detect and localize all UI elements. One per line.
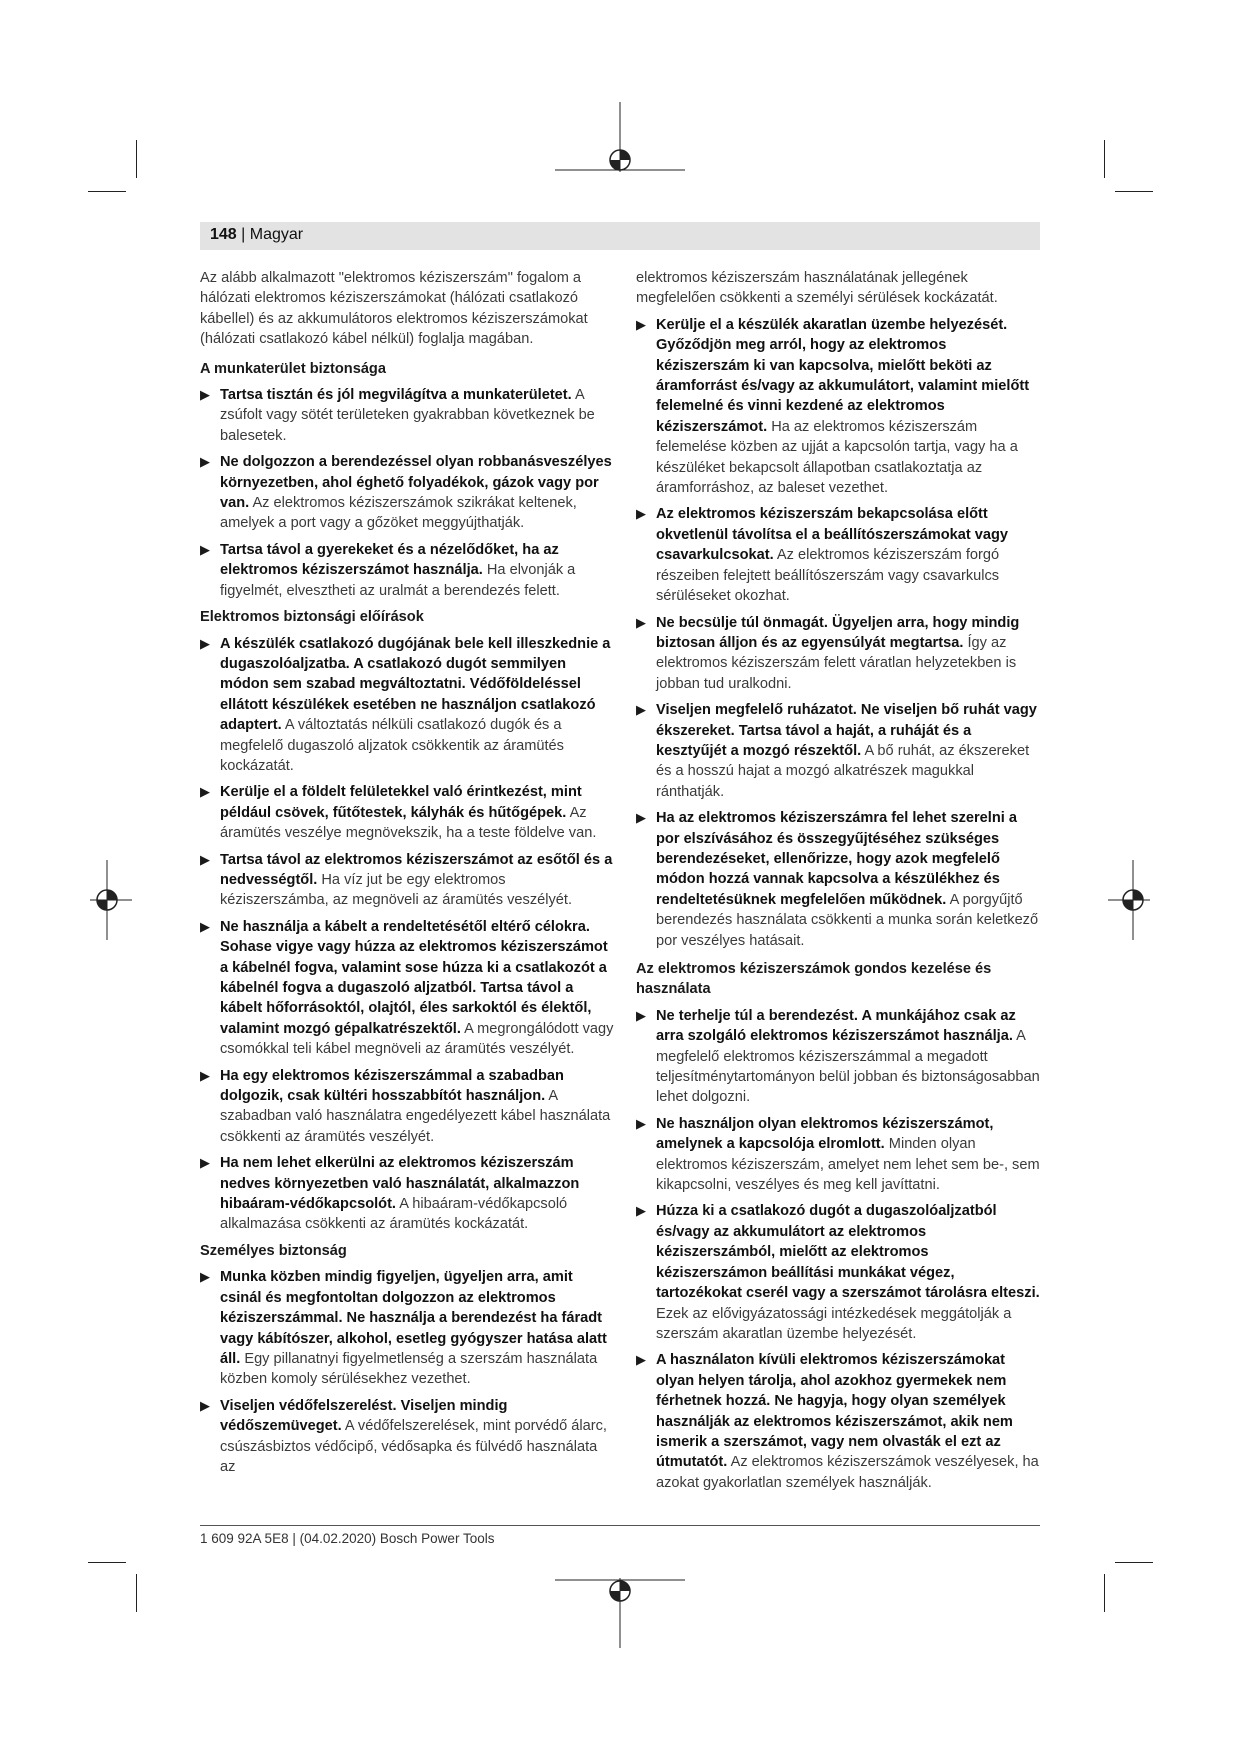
registration-mark-icon <box>555 102 685 182</box>
bullet-triangle-icon: ▶ <box>200 1397 210 1413</box>
item-emphasis: A használaton kívüli elektromos kéziszerszámokat olyan helyen tárolja, ahol azokhoz gyermekek nem férhetnek hozzá. Ne hagyja, hogy olyan személyek használják az elektromos kéziszerszámot, akik nem ismerik a szerszámot, vagy nem olvasták el ezt az útmutatót. <box>656 1352 1013 1471</box>
item-emphasis: Az elektromos kéziszerszám bekapcsolása előtt okvetlenül távolítsa el a beállítószerszámokat vagy csavarkulcsokat. <box>656 506 1009 564</box>
item-emphasis: Ne használjon olyan elektromos kéziszerszámot, amelynek a kapcsolója elromlott. <box>656 1115 994 1153</box>
list-item <box>636 1350 1043 1493</box>
item-text: A védőfelszerelések, mint porvédő álarc, csúszásbiztos védőcipő, védősapka és fülvédő használata az <box>220 1418 607 1475</box>
item-emphasis: Ne dolgozzon a berendezéssel olyan robbanásveszélyes környezetben, ahol éghető folyadékok, gázok vagy por van. <box>220 454 612 512</box>
language-label: Magyar <box>249 226 304 243</box>
bullet-triangle-icon: ▶ <box>200 454 210 470</box>
list-item <box>200 385 615 446</box>
list-item <box>200 634 615 777</box>
section-list <box>200 634 615 1235</box>
item-text: A zsúfolt vagy sötét területeken gyakrabban következnek be balesetek. <box>220 387 595 444</box>
item-emphasis: Húzza ki a csatlakozó dugót a dugaszolóaljzatból és/vagy az akkumulátort az elektromos kéziszerszámból, mielőtt az elektromos kéziszerszámon beállítási munkákat végez, tartozékokat cserél vagy a szerszámot tárolásra elteszi. <box>656 1203 1040 1302</box>
section-list <box>636 315 1043 951</box>
left-column <box>200 268 615 1483</box>
page-header <box>200 222 1040 250</box>
bullet-triangle-icon: ▶ <box>200 387 210 403</box>
bullet-triangle-icon: ▶ <box>636 316 646 332</box>
item-text: Az elektromos kéziszerszámok szikrákat keltenek, amelyek a port vagy a gőzöket meggyújthatják. <box>220 495 577 532</box>
registration-mark-icon <box>82 860 132 940</box>
bullet-triangle-icon: ▶ <box>636 702 646 718</box>
bullet-triangle-icon: ▶ <box>636 1007 646 1023</box>
bullet-triangle-icon: ▶ <box>636 614 646 630</box>
list-item <box>636 1201 1043 1344</box>
item-emphasis: Ha nem lehet elkerülni az elektromos kéziszerszám nedves környezetben való használatát, alkalmazzon hibaáram-védőkapcsolót. <box>220 1155 580 1213</box>
bullet-triangle-icon: ▶ <box>200 1269 210 1285</box>
list-item <box>200 452 615 534</box>
section-heading: Személyes biztonság <box>200 1242 347 1259</box>
registration-mark-icon <box>555 1578 685 1648</box>
list-item <box>200 1153 615 1235</box>
section-heading: A munkaterület biztonsága <box>200 360 386 377</box>
item-text: Az elektromos kéziszerszám forgó részeiben felejtett beállítószerszám vagy csavarkulcs sérüléseket okozhat. <box>656 547 1000 605</box>
item-text: A porgyűjtő berendezés használata csökkenti a munka során keletkező por veszélyes hatásait. <box>656 891 1039 949</box>
bullet-triangle-icon: ▶ <box>200 784 210 800</box>
item-emphasis: Viseljen védőfelszerelést. Viseljen mindig védőszemüveget. <box>220 1397 508 1435</box>
item-text: Egy pillanatnyi figyelmetlenség a szerszám használata közben komoly sérülésekhez vezethet. <box>220 1350 598 1388</box>
item-text: Az elektromos kéziszerszámok veszélyesek, ha azokat gyakorlatlan személyek használják. <box>656 1454 1039 1491</box>
bullet-triangle-icon: ▶ <box>200 635 210 651</box>
bullet-triangle-icon: ▶ <box>636 506 646 522</box>
list-item <box>636 315 1043 499</box>
bullet-triangle-icon: ▶ <box>200 1067 210 1083</box>
item-text: A bő ruhát, az ékszereket és a hosszú hajat a mozgó alkatrészek magukkal ránthatják. <box>656 742 1030 800</box>
list-item <box>636 504 1043 606</box>
crop-mark <box>136 140 137 178</box>
list-item <box>200 1066 615 1148</box>
right-column <box>636 268 1043 1499</box>
item-emphasis: Tartsa távol a gyerekeket és a nézelődőket, ha az elektromos kéziszerszámot használja. <box>220 541 559 579</box>
item-emphasis: Ha az elektromos kéziszerszámra fel lehet szerelni a por elszívásához és összegyűjtéséhez szükséges berendezéseket, ellenőrizze, hogy azok megfelelő módon hozzá vannak kapcsolva a készülékhez és rendeltetésüknek megfelelően működnek. <box>656 810 1017 908</box>
item-emphasis: Tartsa távol az elektromos kéziszerszámot az esőtől és a nedvességtől. <box>220 851 613 888</box>
list-item <box>200 850 615 911</box>
section-list <box>200 385 615 601</box>
item-text: A megfelelő elektromos kéziszerszámmal a megadott teljesítménytartományon belül jobban és biztonságosabban lehet dolgozni. <box>656 1028 1040 1106</box>
crop-mark <box>1104 140 1105 178</box>
item-emphasis: Ne terhelje túl a berendezést. A munkájához csak az arra szolgáló elektromos kéziszerszámot használja. <box>656 1007 1016 1045</box>
item-emphasis: Tartsa tisztán és jól megvilágítva a munkaterületet. <box>220 387 572 404</box>
bullet-triangle-icon: ▶ <box>200 851 210 867</box>
item-text: Az áramütés veszélye megnövekszik, ha a teste földelve van. <box>220 804 597 842</box>
list-item <box>636 700 1043 802</box>
bullet-triangle-icon: ▶ <box>636 1203 646 1219</box>
item-emphasis: Ha egy elektromos kéziszerszámmal a szabadban dolgozik, csak kültéri hosszabbítót használjon. <box>220 1067 564 1105</box>
intro-paragraph: Az alább alkalmazott "elektromos kéziszerszám" fogalom a hálózati elektromos kéziszerszámokat (hálózati csatlakozó kábellel) és az akkumulátoros elektromos kéziszerszámokat (hálózati csatlakozó kábel nélkül) foglalja magában. <box>200 270 588 348</box>
crop-mark <box>88 191 126 192</box>
item-emphasis: Ne használja a kábelt a rendeltetésétől eltérő célokra. Sohase vigye vagy húzza az elektromos kéziszerszámot a kábelnél fogva, valamint sose húzza ki a csatlakozót a kábelnél fogva a dugaszoló aljzatból. Tartsa távol a kábelt hőforrásoktól, olajtól, éles sarkoktól és élektől, valamint mozgó gépalkatrészektől. <box>220 918 608 1037</box>
list-item <box>636 613 1043 695</box>
item-text: Minden olyan elektromos kéziszerszám, amelyet nem lehet sem be-, sem kikapcsolni, veszélyes és meg kell javíttatni. <box>656 1136 1040 1194</box>
item-emphasis: Viseljen megfelelő ruházatot. Ne viseljen bő ruhát vagy ékszereket. Tartsa távol a haját, a ruháját és a kesztyűjét a mozgó részektől. <box>656 702 1037 759</box>
bullet-triangle-icon: ▶ <box>636 1115 646 1131</box>
list-item <box>200 782 615 843</box>
item-text: A szabadban való használatra engedélyezett kábel használata csökkenti az áramütés veszélyét. <box>220 1088 611 1145</box>
section-list <box>636 1006 1043 1493</box>
bullet-triangle-icon: ▶ <box>200 541 210 557</box>
item-text: A változtatás nélküli csatlakozó dugók és a megfelelő dugaszoló aljzatok csökkentik az áramütés kockázatát. <box>220 717 564 774</box>
bullet-triangle-icon: ▶ <box>200 918 210 934</box>
list-item <box>636 808 1043 951</box>
bullet-triangle-icon: ▶ <box>636 810 646 826</box>
section-list <box>200 1267 615 1477</box>
list-item <box>200 540 615 601</box>
item-text: A hibaáram-védőkapcsoló alkalmazása csökkenti az áramütés kockázatát. <box>220 1196 568 1233</box>
item-text: Ezek az elővigyázatossági intézkedések meggátolják a szerszám akaratlan üzembe helyezését. <box>656 1305 1012 1342</box>
item-emphasis: Munka közben mindig figyeljen, ügyeljen arra, amit csinál és megfontoltan dolgozzon az elektromos kéziszerszámmal. Ne használja a berendezést ha fáradt vagy kábítószer, alkohol, esetleg gyógyszer hatása alatt áll. <box>220 1269 607 1367</box>
item-text: A megrongálódott vagy csomókkal teli kábel megnöveli az áramütés veszélyét. <box>220 1020 614 1058</box>
list-item <box>636 1006 1043 1108</box>
crop-mark <box>1115 191 1153 192</box>
item-emphasis: Kerülje el a készülék akaratlan üzembe helyezését. Győződjön meg arról, hogy az elektromos kéziszerszám ki van kapcsolva, mielőtt beköti az áramforrást és/vagy az akkumulátort, valamint mielőtt felemelné és vinni kezdené az elektromos kéziszerszámot. <box>656 316 1030 435</box>
list-item <box>200 917 615 1060</box>
item-text: Így az elektromos kéziszerszám felett váratlan helyzetekben is jobban tud uralkodni. <box>656 634 1017 692</box>
crop-mark <box>136 1574 137 1612</box>
footer-divider <box>200 1525 1040 1526</box>
item-text: Ha az elektromos kéziszerszám felemelése közben az ujját a kapcsolón tartja, vagy ha a készüléket bekapcsolt állapotban csatlakoztatja az áramforráshoz, az baleset vezethet. <box>656 418 1018 497</box>
list-item <box>636 1114 1043 1196</box>
item-emphasis: Kerülje el a földelt felületekkel való érintkezést, mint például csövek, fűtőtestek, kályhák és hűtőgépek. <box>220 784 582 821</box>
bullet-triangle-icon: ▶ <box>636 1352 646 1368</box>
item-emphasis: A készülék csatlakozó dugójának bele kell illeszkednie a dugaszolóaljzatba. A csatlakozó dugót semmilyen módon sem szabad megváltoztatni. Védőföldeléssel ellátott készülékek esetében ne használjon csatlakozó adaptert. <box>220 635 611 734</box>
section-heading: Elektromos biztonsági előírások <box>200 609 424 626</box>
list-item <box>200 1267 615 1389</box>
item-text: Ha víz jut be egy elektromos kéziszerszámba, az megnöveli az áramütés veszélyét. <box>220 871 573 909</box>
section-heading: Az elektromos kéziszerszámok gondos kezelése és használata <box>636 961 992 998</box>
crop-mark <box>1104 1574 1105 1612</box>
page-number: 148 | Magyar <box>210 226 304 243</box>
item-emphasis: Ne becsülje túl önmagát. Ügyeljen arra, hogy mindig biztosan álljon és az egyensúlyát megtartsa. <box>656 614 1020 651</box>
registration-mark-icon <box>1108 860 1158 940</box>
bullet-triangle-icon: ▶ <box>200 1155 210 1171</box>
continuation-paragraph: elektromos kéziszerszám használatának jellegének megfelelően csökkenti a személyi sérülések kockázatát. <box>636 270 998 307</box>
list-item <box>200 1396 615 1478</box>
crop-mark <box>88 1562 126 1563</box>
crop-mark <box>1115 1562 1153 1563</box>
page-footer: 1 609 92A 5E8 | (04.02.2020) Bosch Power Tools <box>200 1531 495 1546</box>
item-text: Ha elvonják a figyelmét, elvesztheti az uralmát a berendezés felett. <box>220 562 576 599</box>
